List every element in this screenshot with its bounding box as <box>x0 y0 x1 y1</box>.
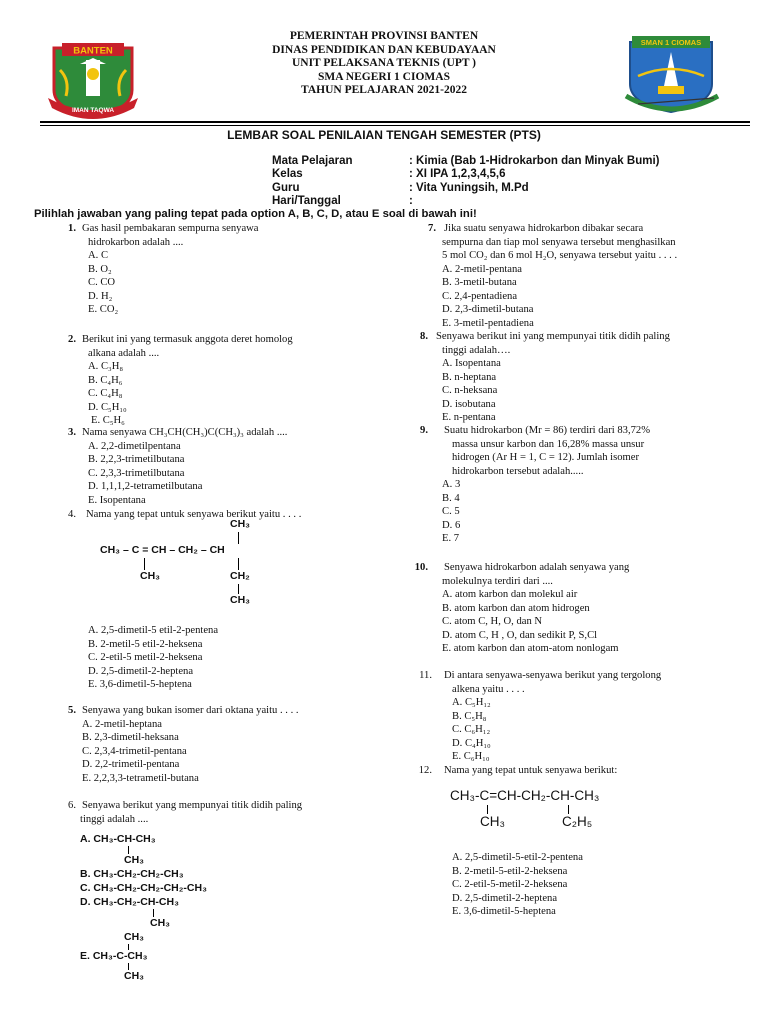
answer-option[interactable]: D. C₅H₁₀ <box>88 401 127 413</box>
answer-option[interactable]: E. atom karbon dan atom-atom nonlogam <box>442 643 619 654</box>
question-text: hidrokarbon tersebut adalah..... <box>452 465 584 477</box>
question-text: Gas hasil pembakaran sempurna senyawa <box>82 223 259 234</box>
exam-info-value: : XI IPA 1,2,3,4,5,6 <box>409 168 506 181</box>
question-number: 2. <box>68 334 76 345</box>
question-2 <box>60 333 293 428</box>
question-text: massa unsur karbon dan 16,28% massa unsur <box>452 438 645 450</box>
question-text: Nama yang tepat untuk senyawa berikut: <box>444 765 618 776</box>
answer-option[interactable]: D. H₂ <box>88 290 113 302</box>
question-8 <box>412 330 670 425</box>
exam-info <box>272 155 659 209</box>
header-line: PEMERINTAH PROVINSI BANTEN <box>289 30 479 42</box>
answer-option[interactable]: D. CH₃-CH₂-CH-CH₃ <box>80 896 179 908</box>
answer-option[interactable]: B. 4 <box>442 492 460 504</box>
structure-group: CH₃ <box>230 518 251 530</box>
answer-option[interactable]: B. 2,2,3-trimetilbutana <box>88 454 185 465</box>
answer-option[interactable]: E. 7 <box>442 533 460 544</box>
question-text: alkena yaitu . . . . <box>452 683 525 695</box>
answer-option[interactable]: A. 3 <box>442 479 461 490</box>
question-7 <box>420 222 677 330</box>
question-number: 10. <box>414 562 428 573</box>
answer-option[interactable]: C. CH₃-CH₂-CH₂-CH₂-CH₃ <box>80 882 207 894</box>
answer-option[interactable]: D. 6 <box>442 519 461 531</box>
structure-main-chain: CH₃-C=CH-CH₂-CH-CH₃ <box>450 788 600 803</box>
answer-option[interactable]: A. C₅H₁₂ <box>452 697 491 708</box>
banten-logo-banner: BANTEN <box>73 45 113 57</box>
question-text: Di antara senyawa-senyawa berikut yang tergolong <box>444 670 662 681</box>
question-text: Jika suatu senyawa hidrokarbon dibakar secara <box>444 223 644 234</box>
question-number: 6. <box>68 800 76 811</box>
answer-option[interactable]: C. 2,3,4-trimetil-pentana <box>82 745 187 757</box>
bond-line <box>238 532 239 544</box>
header-line: DINAS PENDIDIKAN DAN KEBUDAYAAN <box>272 43 496 56</box>
header-line: SMA NEGERI 1 CIOMAS <box>318 70 450 83</box>
question-number: 1. <box>68 223 76 234</box>
document-title: LEMBAR SOAL PENILAIAN TENGAH SEMESTER (PTS) <box>227 128 541 142</box>
answer-option[interactable]: B. 2-metil-5-etil-2-heksena <box>452 865 568 877</box>
answer-option[interactable]: D. 2,3-dimetil-butana <box>442 304 534 315</box>
question-3 <box>60 426 287 507</box>
answer-option[interactable]: D. 2,5-dimetil-2-heptena <box>88 665 194 677</box>
answer-option[interactable]: A. C <box>88 250 109 261</box>
header-divider-thick <box>40 121 750 123</box>
question-6-structures <box>80 833 280 988</box>
question-text: tinggi adalah .... <box>80 813 149 825</box>
exam-info-value: : <box>409 195 413 208</box>
question-number: 7. <box>428 223 436 234</box>
bond-line <box>238 558 239 570</box>
structure-group: CH₃ <box>150 917 171 929</box>
header-line: UNIT PELAKSANA TEKNIS (UPT ) <box>291 57 477 70</box>
answer-option[interactable]: A. 2-metil-heptana <box>82 718 163 730</box>
answer-option[interactable]: E. CH₃-C-CH₃ <box>80 950 148 962</box>
exam-info-value: : Vita Yuningsih, M.Pd <box>409 181 529 194</box>
question-text: Senyawa hidrokarbon adalah senyawa yang <box>444 562 630 573</box>
answer-option[interactable]: C. 5 <box>442 506 460 517</box>
question-number: 4. <box>68 509 76 520</box>
exam-info-label: Kelas <box>272 168 303 181</box>
question-text: Senyawa berikut yang mempunyai titik didih paling <box>82 800 303 811</box>
exam-info-row <box>272 155 659 168</box>
question-12 <box>412 764 617 778</box>
structure-group: CH₃ <box>124 854 145 866</box>
question-5 <box>60 704 299 785</box>
answer-option[interactable]: E. C₆H₁₀ <box>452 751 490 762</box>
question-text: Nama senyawa CH₃CH(CH₃)C(CH₃)₃ adalah .... <box>82 427 288 438</box>
answer-option[interactable]: C. CO <box>88 277 116 288</box>
exam-info-row <box>272 195 659 208</box>
answer-option[interactable]: A. 2,5-dimetil-5-etil-2-pentena <box>452 852 583 863</box>
question-text: hidrokarbon adalah .... <box>88 236 184 248</box>
bond-line <box>487 805 488 814</box>
bond-line <box>144 558 145 570</box>
bond-line <box>238 584 239 594</box>
answer-option[interactable]: A. Isopentana <box>442 358 501 369</box>
school-logo-banner: SMAN 1 CIOMAS <box>640 38 702 47</box>
question-4-options <box>88 624 218 692</box>
structure-group: C₂H₅ <box>562 814 593 829</box>
exam-info-row <box>272 182 659 195</box>
answer-option[interactable]: B. O₂ <box>88 263 112 275</box>
answer-option[interactable]: B. CH₃-CH₂-CH₂-CH₃ <box>80 868 184 880</box>
answer-option[interactable]: D. 1,1,1,2-tetrametilbutana <box>88 481 203 492</box>
answer-option[interactable]: A. 2,5-dimetil-5 etil-2-pentena <box>88 625 219 636</box>
banten-logo-ribbon: IMAN TAQWA <box>71 107 115 114</box>
question-number: 3. <box>68 427 76 438</box>
structure-group: CH₃ <box>124 931 145 943</box>
bond-line <box>568 805 569 814</box>
structure-group: CH₂ <box>230 570 250 582</box>
structure-group: CH₃ <box>124 970 145 982</box>
answer-option[interactable]: C. n-heksana <box>442 385 498 396</box>
answer-option[interactable]: C. C₄H₈ <box>88 388 123 399</box>
answer-option[interactable]: C. 2,3,3-trimetilbutana <box>88 467 185 479</box>
structure-group: CH₃ <box>230 594 251 606</box>
answer-option[interactable]: C. 2,4-pentadiena <box>442 290 518 302</box>
question-12-options <box>452 851 583 919</box>
question-text: hidrogen (Ar H = 1, C = 12). Jumlah isomer <box>452 452 640 463</box>
question-text: Senyawa yang bukan isomer dari oktana yaitu . . . . <box>82 705 299 716</box>
answer-option[interactable]: B. 2-metil-5 etil-2-heksena <box>88 638 203 650</box>
answer-option[interactable]: E. 3,6-dimetil-5-heptena <box>452 906 556 917</box>
answer-option[interactable]: E. 3,6-dimetil-5-heptena <box>88 679 192 690</box>
answer-option[interactable]: D. C₄H₁₀ <box>452 737 491 749</box>
answer-option[interactable]: A. atom karbon dan molekul air <box>442 589 578 600</box>
exam-info-label: Mata Pelajaran <box>272 155 353 167</box>
question-text: Senyawa berikut ini yang mempunyai titik didih paling <box>436 331 670 342</box>
answer-option[interactable]: C. atom C, H, O, dan N <box>442 616 543 627</box>
question-text: Suatu hidrokarbon (Mr = 86) terdiri dari 83,72% <box>444 425 651 436</box>
answer-option[interactable]: B. C₄H₆ <box>88 374 123 386</box>
bond-line <box>128 963 129 970</box>
question-text: 5 mol CO₂ dan 6 mol H₂O, senyawa tersebut yaitu . . . . <box>442 250 678 261</box>
exam-info-label: Guru <box>272 181 300 194</box>
question-text: Nama yang tepat untuk senyawa berikut yaitu . . . . <box>86 509 302 520</box>
question-text: tinggi adalah…. <box>442 344 511 356</box>
answer-option[interactable]: D. atom C, H , O, dan sedikit P, S,Cl <box>442 629 598 641</box>
answer-option[interactable]: E. Isopentana <box>88 494 146 506</box>
question-9 <box>412 424 650 546</box>
answer-option[interactable]: B. 2,3-dimetil-heksana <box>82 732 179 743</box>
answer-option[interactable]: A. C₃H₈ <box>88 361 124 372</box>
answer-option[interactable]: A. 2,2-dimetilpentana <box>88 440 181 452</box>
exam-info-value: : Kimia (Bab 1-Hidrokarbon dan Minyak Bumi) <box>409 155 660 167</box>
question-11 <box>412 669 661 764</box>
question-number: 9. <box>420 425 428 436</box>
answer-option[interactable]: E. 3-metil-pentadiena <box>442 317 534 329</box>
answer-option[interactable]: B. n-heptana <box>442 371 497 383</box>
bond-line <box>153 909 154 917</box>
question-10 <box>412 561 629 656</box>
question-4-structure <box>100 518 280 610</box>
structure-main-chain: CH₃ – C = CH – CH₂ – CH <box>100 544 225 556</box>
structure-group: CH₃ <box>140 570 161 582</box>
question-text: Berikut ini yang termasuk anggota deret homolog <box>82 334 293 345</box>
answer-option[interactable]: E. n-pentana <box>442 412 496 423</box>
exam-info-label: Hari/Tanggal <box>272 195 341 208</box>
question-text: alkana adalah .... <box>88 347 160 359</box>
answer-option[interactable]: B. C₅H₈ <box>452 710 487 722</box>
answer-option[interactable]: E. 2,2,3,3-tetrametil-butana <box>82 772 199 784</box>
answer-option[interactable]: A. 2-metil-pentana <box>442 263 523 275</box>
question-number: 12. <box>418 765 432 776</box>
question-1 <box>60 222 259 317</box>
answer-option[interactable]: C. C₆H₁₂ <box>452 724 491 735</box>
answer-option[interactable]: D. isobutana <box>442 398 496 410</box>
answer-option[interactable]: D. 2,2-trimetil-pentana <box>82 759 180 770</box>
answer-option[interactable]: A. CH₃-CH-CH₃ <box>80 833 156 845</box>
bond-line <box>128 846 129 854</box>
answer-option[interactable]: D. 2,5-dimetil-2-heptena <box>452 892 558 904</box>
structure-group: CH₃ <box>480 814 505 829</box>
exam-info-row <box>272 168 659 181</box>
question-text: sempurna dan tiap mol senyawa tersebut menghasilkan <box>442 236 676 248</box>
question-12-structure <box>450 788 640 834</box>
instruction: Pilihlah jawaban yang paling tepat pada option A, B, C, D, atau E soal di bawah ini! <box>34 208 477 220</box>
question-text: molekulnya terdiri dari .... <box>442 575 553 587</box>
question-number: 8. <box>420 331 428 342</box>
answer-option[interactable]: B. atom karbon dan atom hidrogen <box>442 602 590 614</box>
header-divider-thin <box>40 125 750 126</box>
letterhead <box>0 30 768 98</box>
answer-option[interactable]: C. 2-etil-5 metil-2-heksena <box>88 652 203 663</box>
answer-option[interactable]: E. C₅H₆ <box>91 415 125 426</box>
question-6 <box>60 799 302 826</box>
question-number: 5. <box>68 705 76 716</box>
question-number: 11. <box>419 670 432 681</box>
answer-option[interactable]: B. 3-metil-butana <box>442 277 517 288</box>
header-line: TAHUN PELAJARAN 2021-2022 <box>301 84 467 97</box>
answer-option[interactable]: E. CO₂ <box>88 304 119 315</box>
answer-option[interactable]: C. 2-etil-5-metil-2-heksena <box>452 879 568 890</box>
